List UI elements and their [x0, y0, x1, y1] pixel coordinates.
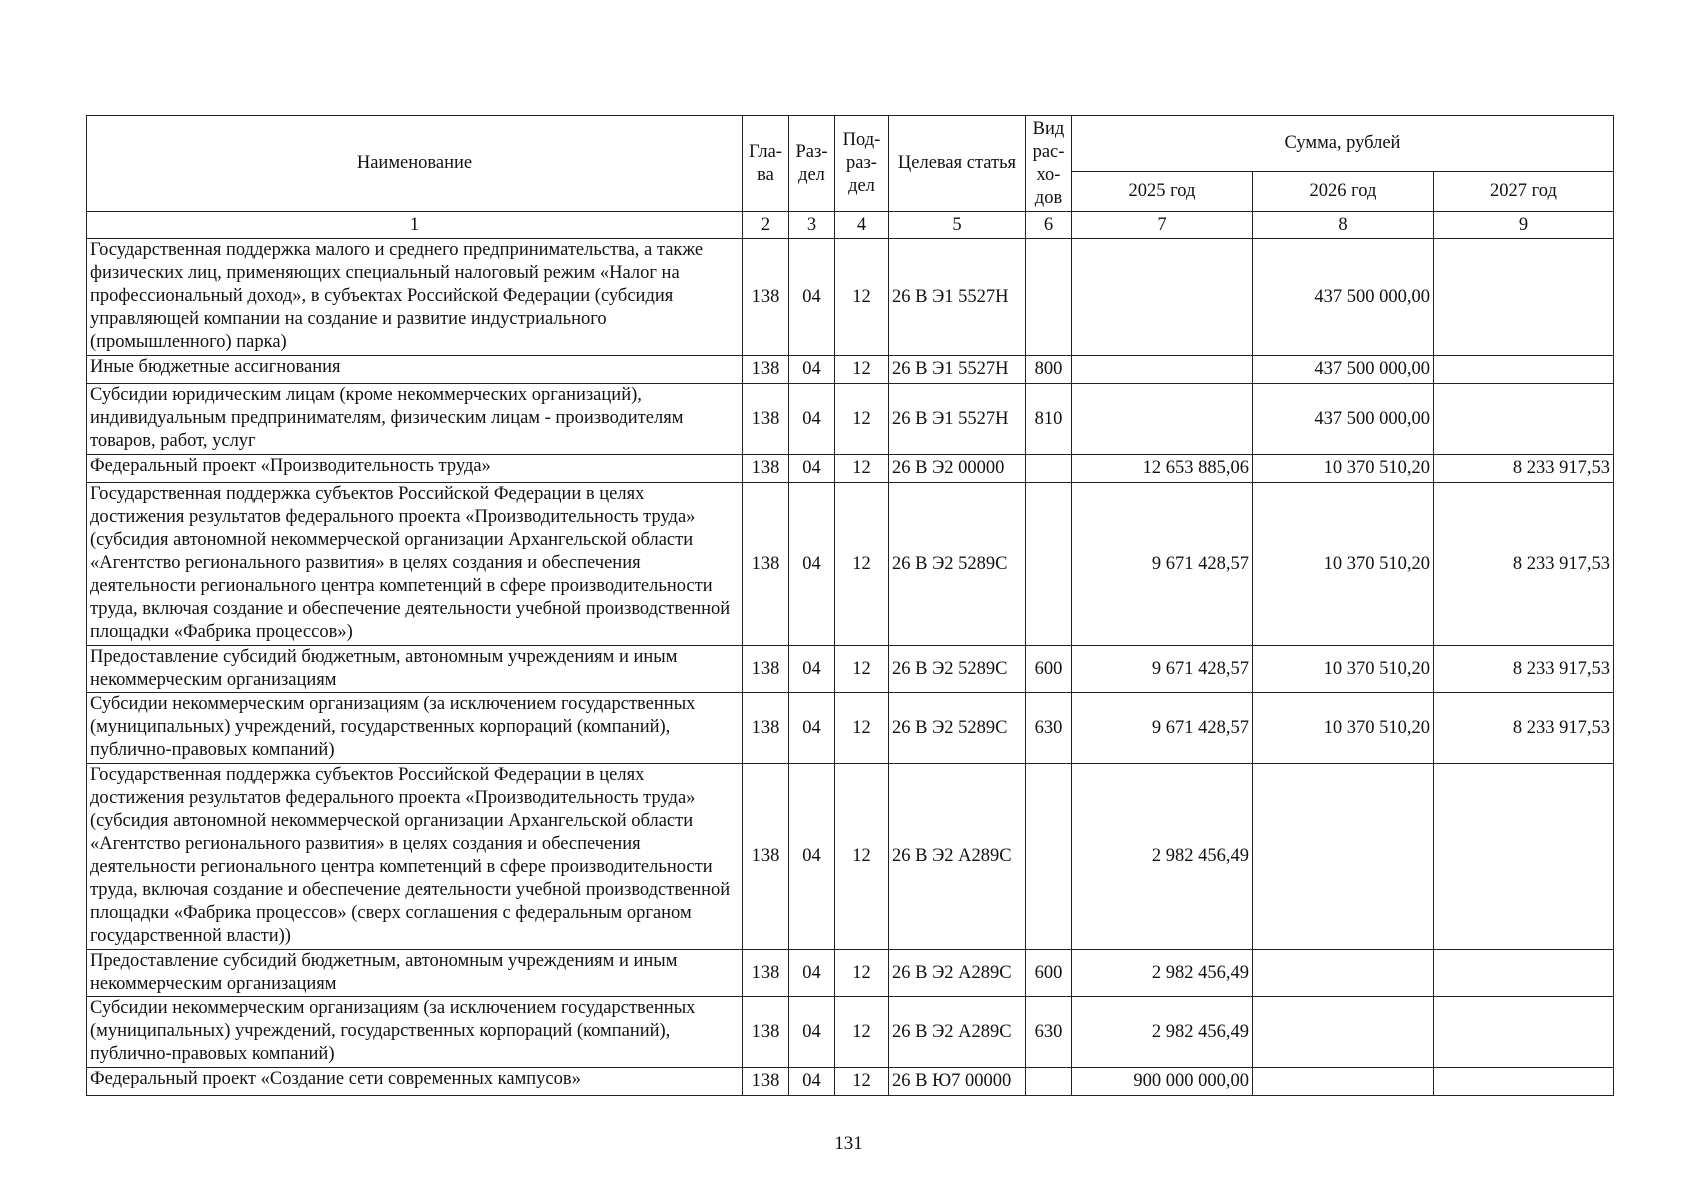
row-amount-2026	[1253, 950, 1434, 997]
row-chapter: 138	[743, 764, 789, 950]
row-amount-2025: 9 671 428,57	[1072, 646, 1253, 693]
row-subsection: 12	[835, 646, 889, 693]
row-target-article: 26 В Э2 5289С	[889, 646, 1026, 693]
column-number: 9	[1434, 212, 1614, 239]
row-amount-2027: 8 233 917,53	[1434, 693, 1614, 764]
row-name: Государственная поддержка субъектов Российской Федерации в целях достижения результатов федерального проекта «Производительность труда» (субсидия автономной некоммерческой организации Архангельской области «Агентство регионального развития» в целях создания и обеспечения деятельности регионального центра компетенций в сфере производительности труда, включая создание и обеспечение деятельности учебной производственной площадки «Фабрика процессов»)	[87, 483, 743, 646]
row-name: Государственная поддержка малого и среднего предпринимательства, а также физических лиц, применяющих специальный налоговый режим «Налог на профессиональный доход», в субъектах Российской Федерации (субсидия управляющей компании на создание и развитие индустриального (промышленного) парка)	[87, 239, 743, 356]
row-name: Федеральный проект «Производительность труда»	[87, 455, 743, 483]
row-amount-2027	[1434, 356, 1614, 384]
row-amount-2026	[1253, 997, 1434, 1068]
row-name: Предоставление субсидий бюджетным, автономным учреждениям и иным некоммерческим организациям	[87, 646, 743, 693]
table-row	[87, 455, 1614, 483]
row-name: Предоставление субсидий бюджетным, автономным учреждениям и иным некоммерческим организациям	[87, 950, 743, 997]
row-amount-2027: 8 233 917,53	[1434, 646, 1614, 693]
row-subsection: 12	[835, 455, 889, 483]
table-row	[87, 356, 1614, 384]
header-subsection: Под-раз-дел	[835, 116, 889, 212]
row-subsection: 12	[835, 997, 889, 1068]
row-name: Субсидии некоммерческим организациям (за исключением государственных (муниципальных) учреждений, государственных корпораций (компаний), публично-правовых компаний)	[87, 997, 743, 1068]
column-number: 5	[889, 212, 1026, 239]
row-chapter: 138	[743, 1068, 789, 1096]
row-expense-type	[1026, 239, 1072, 356]
row-section: 04	[789, 1068, 835, 1096]
row-amount-2026: 10 370 510,20	[1253, 693, 1434, 764]
row-expense-type	[1026, 764, 1072, 950]
row-subsection: 12	[835, 950, 889, 997]
column-number: 1	[87, 212, 743, 239]
row-amount-2026	[1253, 1068, 1434, 1096]
row-chapter: 138	[743, 455, 789, 483]
row-amount-2027: 8 233 917,53	[1434, 483, 1614, 646]
table-row	[87, 1068, 1614, 1096]
row-amount-2025	[1072, 239, 1253, 356]
row-amount-2027	[1434, 239, 1614, 356]
column-number: 6	[1026, 212, 1072, 239]
row-subsection: 12	[835, 1068, 889, 1096]
row-subsection: 12	[835, 356, 889, 384]
row-subsection: 12	[835, 384, 889, 455]
column-numbers-row	[87, 212, 1614, 239]
row-subsection: 12	[835, 239, 889, 356]
row-subsection: 12	[835, 764, 889, 950]
row-amount-2027	[1434, 384, 1614, 455]
table-row	[87, 950, 1614, 997]
row-expense-type: 800	[1026, 356, 1072, 384]
row-target-article: 26 В Э1 5527Н	[889, 356, 1026, 384]
row-amount-2026: 10 370 510,20	[1253, 483, 1434, 646]
column-number: 7	[1072, 212, 1253, 239]
row-expense-type: 810	[1026, 384, 1072, 455]
row-target-article: 26 В Э2 5289С	[889, 483, 1026, 646]
row-chapter: 138	[743, 356, 789, 384]
row-name: Субсидии юридическим лицам (кроме некоммерческих организаций), индивидуальным предпринимателям, физическим лицам - производителям товаров, работ, услуг	[87, 384, 743, 455]
row-target-article: 26 В Э2 А289С	[889, 764, 1026, 950]
column-number: 2	[743, 212, 789, 239]
row-target-article: 26 В Э2 А289С	[889, 997, 1026, 1068]
row-amount-2025: 9 671 428,57	[1072, 483, 1253, 646]
row-amount-2027	[1434, 997, 1614, 1068]
row-section: 04	[789, 646, 835, 693]
row-section: 04	[789, 997, 835, 1068]
row-amount-2025: 900 000 000,00	[1072, 1068, 1253, 1096]
row-amount-2025	[1072, 384, 1253, 455]
header-section: Раз-дел	[789, 116, 835, 212]
row-amount-2027	[1434, 764, 1614, 950]
row-amount-2026: 10 370 510,20	[1253, 455, 1434, 483]
row-target-article: 26 В Ю7 00000	[889, 1068, 1026, 1096]
row-amount-2027	[1434, 950, 1614, 997]
row-target-article: 26 В Э2 00000	[889, 455, 1026, 483]
row-expense-type	[1026, 455, 1072, 483]
table-body	[87, 239, 1614, 1096]
row-expense-type	[1026, 483, 1072, 646]
row-expense-type: 600	[1026, 646, 1072, 693]
row-amount-2026: 437 500 000,00	[1253, 239, 1434, 356]
table-row	[87, 764, 1614, 950]
row-chapter: 138	[743, 693, 789, 764]
row-subsection: 12	[835, 693, 889, 764]
row-section: 04	[789, 764, 835, 950]
row-name: Государственная поддержка субъектов Российской Федерации в целях достижения результатов федерального проекта «Производительность труда» (субсидия автономной некоммерческой организации Архангельской области «Агентство регионального развития» в целях создания и обеспечения деятельности регионального центра компетенций в сфере производительности труда, включая создание и обеспечение деятельности учебной производственной площадки «Фабрика процессов» (сверх соглашения с федеральным органом государственной власти))	[87, 764, 743, 950]
column-number: 3	[789, 212, 835, 239]
row-section: 04	[789, 483, 835, 646]
row-amount-2026: 437 500 000,00	[1253, 356, 1434, 384]
table-header	[87, 116, 1614, 239]
header-sum: Сумма, рублей	[1072, 116, 1614, 172]
row-chapter: 138	[743, 646, 789, 693]
table-row	[87, 483, 1614, 646]
column-number: 8	[1253, 212, 1434, 239]
row-chapter: 138	[743, 483, 789, 646]
header-name: Наименование	[87, 116, 743, 212]
budget-table	[86, 115, 1614, 1096]
row-amount-2027: 8 233 917,53	[1434, 455, 1614, 483]
header-year-2025: 2025 год	[1072, 172, 1253, 212]
row-amount-2025: 9 671 428,57	[1072, 693, 1253, 764]
row-expense-type: 600	[1026, 950, 1072, 997]
row-chapter: 138	[743, 384, 789, 455]
row-expense-type: 630	[1026, 693, 1072, 764]
row-section: 04	[789, 950, 835, 997]
row-subsection: 12	[835, 483, 889, 646]
row-expense-type: 630	[1026, 997, 1072, 1068]
row-expense-type	[1026, 1068, 1072, 1096]
row-amount-2027	[1434, 1068, 1614, 1096]
row-amount-2026	[1253, 764, 1434, 950]
row-section: 04	[789, 693, 835, 764]
page-number: 131	[834, 1133, 863, 1154]
row-amount-2025: 12 653 885,06	[1072, 455, 1253, 483]
row-target-article: 26 В Э2 5289С	[889, 693, 1026, 764]
table-row	[87, 693, 1614, 764]
row-chapter: 138	[743, 950, 789, 997]
row-name: Субсидии некоммерческим организациям (за исключением государственных (муниципальных) учреждений, государственных корпораций (компаний), публично-правовых компаний)	[87, 693, 743, 764]
row-amount-2026: 10 370 510,20	[1253, 646, 1434, 693]
row-target-article: 26 В Э2 А289С	[889, 950, 1026, 997]
row-name: Федеральный проект «Создание сети современных кампусов»	[87, 1068, 743, 1096]
row-amount-2025: 2 982 456,49	[1072, 950, 1253, 997]
row-section: 04	[789, 239, 835, 356]
header-target-article: Целевая статья	[889, 116, 1026, 212]
header-chapter: Гла-ва	[743, 116, 789, 212]
row-chapter: 138	[743, 239, 789, 356]
row-chapter: 138	[743, 997, 789, 1068]
header-year-2027: 2027 год	[1434, 172, 1614, 212]
row-name: Иные бюджетные ассигнования	[87, 356, 743, 384]
header-expense-type: Вид рас-хо-дов	[1026, 116, 1072, 212]
row-section: 04	[789, 356, 835, 384]
row-amount-2025	[1072, 356, 1253, 384]
row-amount-2025: 2 982 456,49	[1072, 764, 1253, 950]
table-row	[87, 384, 1614, 455]
table-row	[87, 646, 1614, 693]
row-section: 04	[789, 384, 835, 455]
table-row	[87, 997, 1614, 1068]
header-year-2026: 2026 год	[1253, 172, 1434, 212]
row-target-article: 26 В Э1 5527Н	[889, 384, 1026, 455]
row-section: 04	[789, 455, 835, 483]
row-target-article: 26 В Э1 5527Н	[889, 239, 1026, 356]
table-row	[87, 239, 1614, 356]
column-number: 4	[835, 212, 889, 239]
row-amount-2026: 437 500 000,00	[1253, 384, 1434, 455]
row-amount-2025: 2 982 456,49	[1072, 997, 1253, 1068]
